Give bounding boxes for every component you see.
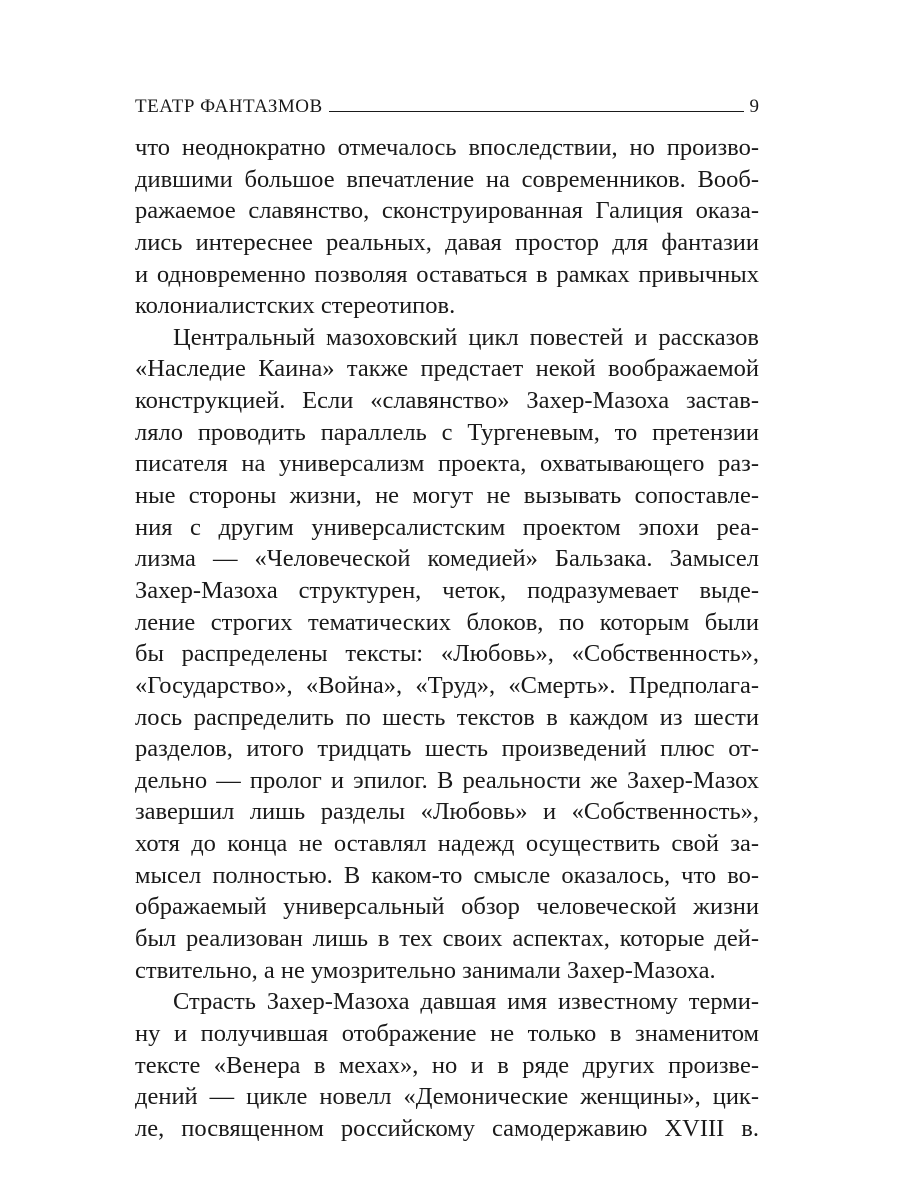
- text-line: Центральный мазоховский цикл повестей и рассказов: [173, 323, 759, 351]
- paragraph: [135, 322, 759, 986]
- text-line: что неоднократно отмечалось впоследствии, но произво-: [135, 134, 759, 161]
- text-line: ствительно, а не умозрительно занимали Захер-Мазоха.: [135, 956, 716, 984]
- running-title: ТЕАТР ФАНТАЗМОВ: [135, 96, 323, 117]
- paragraph: [135, 986, 759, 1144]
- header-rule: [329, 111, 744, 112]
- text-line: дений — цикле новелл «Демонические женщины», цик-: [135, 1083, 759, 1111]
- text-line: дельно — пролог и эпилог. В реальности же Захер-Мазох: [135, 766, 759, 794]
- text-line: Захер-Мазоха структурен, четок, подразумевает выде-: [135, 576, 759, 604]
- text-line: «Государство», «Война», «Труд», «Смерть». Предполага-: [135, 671, 759, 699]
- text-line: ные стороны жизни, не могут не вызывать сопоставле-: [135, 482, 759, 510]
- text-line: был реализован лишь в тех своих аспектах, которые дей-: [135, 925, 759, 953]
- text-line: писателя на универсализм проекта, охватывающего раз-: [135, 450, 759, 478]
- text-line: конструкцией. Если «славянство» Захер-Мазоха застав-: [135, 387, 759, 415]
- text-line: завершил лишь разделы «Любовь» и «Собственность»,: [135, 798, 759, 826]
- text-line: колониалистских стереотипов.: [135, 292, 456, 320]
- text-line: ну и получившая отображение не только в знаменитом: [135, 1019, 759, 1047]
- page-number: 9: [749, 96, 759, 117]
- text-line: «Наследие Каина» также предстает некой воображаемой: [135, 355, 759, 383]
- paragraph: [135, 132, 759, 322]
- text-line: бы распределены тексты: «Любовь», «Собственность»,: [135, 640, 759, 668]
- text-line: ле, посвященном российскому самодержавию XVIII в.: [135, 1114, 759, 1142]
- text-line: ражаемое славянство, сконструированная Галиция оказа-: [135, 197, 759, 225]
- body-text: [135, 132, 759, 1145]
- text-line: лось распределить по шесть текстов в каждом из шести: [135, 703, 759, 731]
- text-line: ляло проводить параллель с Тургеневым, то претензии: [135, 418, 759, 446]
- running-header: [135, 86, 759, 116]
- text-line: хотя до конца не оставлял надежд осуществить свой за-: [135, 830, 759, 858]
- text-line: тексте «Венера в мехах», но и в ряде других произве-: [135, 1051, 759, 1079]
- text-line: и одновременно позволяя оставаться в рамках привычных: [135, 260, 759, 288]
- text-line: лись интереснее реальных, давая простор для фантазии: [135, 228, 759, 256]
- text-line: ображаемый универсальный обзор человеческой жизни: [135, 893, 759, 921]
- text-line: разделов, итого тридцать шесть произведений плюс от-: [135, 735, 759, 763]
- text-line: ния с другим универсалистским проектом эпохи реа-: [135, 513, 759, 541]
- text-line: Страсть Захер-Мазоха давшая имя известному терми-: [173, 988, 759, 1016]
- text-line: дившими большое впечатление на современников. Вооб-: [135, 165, 759, 193]
- text-line: ление строгих тематических блоков, по которым были: [135, 608, 759, 636]
- text-line: мысел полностью. В каком-то смысле оказалось, что во-: [135, 861, 759, 889]
- text-line: лизма — «Человеческой комедией» Бальзака. Замысел: [135, 545, 759, 573]
